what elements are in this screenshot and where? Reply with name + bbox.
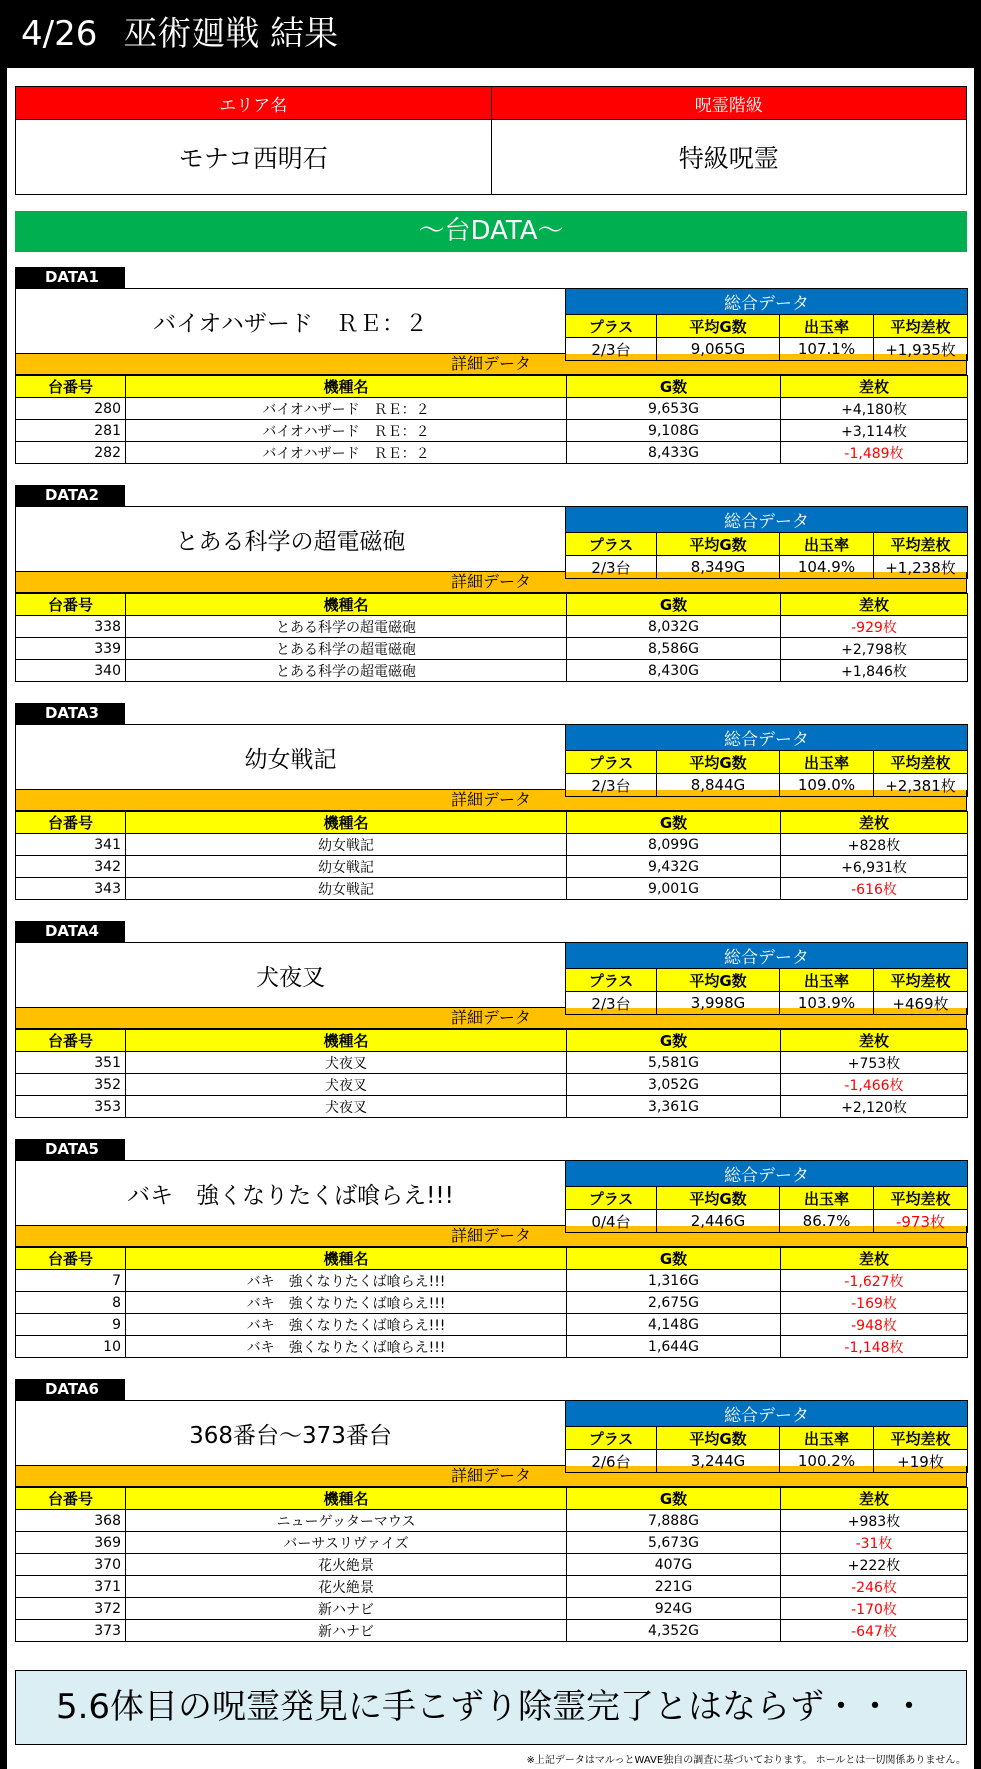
model-name: 犬夜叉 (126, 1096, 567, 1118)
data-block (15, 267, 967, 464)
detail-table (15, 375, 968, 464)
unit-number: 338 (16, 616, 126, 638)
payout-value: 86.7% (780, 1210, 874, 1233)
model-name: バイオハザード ＲＥ：２ (126, 398, 567, 420)
unit-number: 281 (16, 420, 126, 442)
data-block (15, 921, 967, 1118)
table-row (16, 1074, 968, 1096)
game-count: 8,032G (567, 616, 781, 638)
machine-title: 368番台～373番台 (15, 1400, 566, 1466)
unit-number-header: 台番号 (16, 594, 126, 616)
rank-label: 呪霊階級 (491, 87, 967, 120)
table-row (16, 834, 968, 856)
coin-diff: +4,180枚 (781, 398, 968, 420)
area-label: エリア名 (16, 87, 492, 120)
coin-diff: +753枚 (781, 1052, 968, 1074)
game-count-header: G数 (567, 812, 781, 834)
unit-number-header: 台番号 (16, 1248, 126, 1270)
coin-diff: -31枚 (781, 1532, 968, 1554)
coin-diff: -246枚 (781, 1576, 968, 1598)
game-count: 924G (567, 1598, 781, 1620)
coin-diff-header: 差枚 (781, 812, 968, 834)
model-name: とある科学の超電磁砲 (126, 660, 567, 682)
footnote: ※上記データはマルっとWAVE独自の調査に基づいております。 ホールとは一切関係ありません。 (526, 1755, 966, 1766)
detail-title: 詳細データ (15, 1466, 967, 1487)
payout-header: 出玉率 (780, 969, 874, 992)
table-row (16, 1336, 968, 1358)
summary-table (565, 724, 968, 797)
summary-title: 総合データ (566, 289, 968, 315)
model-name: 花火絶景 (126, 1554, 567, 1576)
payout-value: 104.9% (780, 556, 874, 579)
avg-g-value: 3,998G (657, 992, 780, 1015)
table-row (16, 1314, 968, 1336)
game-count: 3,361G (567, 1096, 781, 1118)
game-count: 9,001G (567, 878, 781, 900)
machine-title: とある科学の超電磁砲 (15, 506, 566, 572)
summary-title: 総合データ (566, 943, 968, 969)
game-count: 5,673G (567, 1532, 781, 1554)
table-row (16, 1096, 968, 1118)
coin-diff: +6,931枚 (781, 856, 968, 878)
closing-message: 5.6体目の呪霊発見に手こずり除霊完了とはならず・・・ (15, 1670, 967, 1745)
model-name: 犬夜叉 (126, 1052, 567, 1074)
summary-table (565, 1160, 968, 1233)
payout-value: 107.1% (780, 338, 874, 361)
area-value: モナコ西明石 (16, 120, 492, 195)
game-count: 8,433G (567, 442, 781, 464)
page-title: 巫術廻戦 結果 (123, 14, 339, 54)
coin-diff-header: 差枚 (781, 1488, 968, 1510)
table-row (16, 856, 968, 878)
machine-title: 犬夜叉 (15, 942, 566, 1008)
unit-number: 280 (16, 398, 126, 420)
coin-diff: -616枚 (781, 878, 968, 900)
payout-value: 100.2% (780, 1450, 874, 1473)
summary-title: 総合データ (566, 1401, 968, 1427)
area-table (15, 86, 967, 195)
table-row (16, 660, 968, 682)
unit-number: 9 (16, 1314, 126, 1336)
coin-diff: -647枚 (781, 1620, 968, 1642)
coin-diff: -948枚 (781, 1314, 968, 1336)
model-name: ニューゲッターマウス (126, 1510, 567, 1532)
plus-value: 2/3台 (566, 338, 657, 361)
avg-g-header: 平均G数 (657, 315, 780, 338)
table-row (16, 1292, 968, 1314)
game-count: 8,099G (567, 834, 781, 856)
machine-title: バキ 強くなりたくば喰らえ!!! (15, 1160, 566, 1226)
avg-diff-value: +1,935枚 (874, 338, 968, 361)
machine-title: 幼女戦記 (15, 724, 566, 790)
payout-header: 出玉率 (780, 1187, 874, 1210)
avg-diff-header: 平均差枚 (874, 315, 968, 338)
plus-header: プラス (566, 1187, 657, 1210)
data-block-label: DATA3 (15, 703, 125, 724)
game-count: 8,586G (567, 638, 781, 660)
table-row (16, 1576, 968, 1598)
game-count-header: G数 (567, 1488, 781, 1510)
game-count: 8,430G (567, 660, 781, 682)
summary-section (15, 1160, 967, 1231)
model-name: バーサスリヴァイズ (126, 1532, 567, 1554)
table-row (16, 442, 968, 464)
plus-header: プラス (566, 315, 657, 338)
table-row (16, 1270, 968, 1292)
detail-title: 詳細データ (15, 790, 967, 811)
data-banner: ～台DATA～ (15, 211, 967, 252)
unit-number: 370 (16, 1554, 126, 1576)
plus-header: プラス (566, 1427, 657, 1450)
unit-number: 351 (16, 1052, 126, 1074)
machine-title: バイオハザード ＲＥ：２ (15, 288, 566, 354)
game-count-header: G数 (567, 594, 781, 616)
avg-g-value: 8,844G (657, 774, 780, 797)
title-bar (7, 0, 974, 68)
model-name: バキ 強くなりたくば喰らえ!!! (126, 1314, 567, 1336)
table-row (16, 1532, 968, 1554)
table-row (16, 616, 968, 638)
plus-header: プラス (566, 751, 657, 774)
table-row (16, 638, 968, 660)
plus-value: 2/3台 (566, 774, 657, 797)
unit-number: 282 (16, 442, 126, 464)
model-name: とある科学の超電磁砲 (126, 638, 567, 660)
game-count: 4,148G (567, 1314, 781, 1336)
plus-value: 2/6台 (566, 1450, 657, 1473)
game-count: 3,052G (567, 1074, 781, 1096)
plus-value: 0/4台 (566, 1210, 657, 1233)
game-count: 9,432G (567, 856, 781, 878)
detail-table (15, 1247, 968, 1358)
coin-diff: +1,846枚 (781, 660, 968, 682)
coin-diff-header: 差枚 (781, 594, 968, 616)
game-count: 221G (567, 1576, 781, 1598)
detail-title: 詳細データ (15, 572, 967, 593)
model-name-header: 機種名 (126, 1248, 567, 1270)
detail-table (15, 593, 968, 682)
payout-header: 出玉率 (780, 533, 874, 556)
coin-diff: -169枚 (781, 1292, 968, 1314)
data-block (15, 703, 967, 900)
avg-diff-header: 平均差枚 (874, 751, 968, 774)
data-block-label: DATA1 (15, 267, 125, 288)
model-name: 花火絶景 (126, 1576, 567, 1598)
model-name: 新ハナビ (126, 1598, 567, 1620)
plus-header: プラス (566, 969, 657, 992)
coin-diff-header: 差枚 (781, 1248, 968, 1270)
unit-number-header: 台番号 (16, 812, 126, 834)
model-name: バキ 強くなりたくば喰らえ!!! (126, 1270, 567, 1292)
coin-diff: -1,627枚 (781, 1270, 968, 1292)
unit-number-header: 台番号 (16, 1030, 126, 1052)
model-name-header: 機種名 (126, 594, 567, 616)
table-row (16, 878, 968, 900)
summary-table (565, 506, 968, 579)
unit-number: 341 (16, 834, 126, 856)
detail-title: 詳細データ (15, 1226, 967, 1247)
table-row (16, 1052, 968, 1074)
data-block-label: DATA6 (15, 1379, 125, 1400)
table-row (16, 1620, 968, 1642)
avg-diff-value: -973枚 (874, 1210, 968, 1233)
unit-number: 7 (16, 1270, 126, 1292)
avg-g-value: 3,244G (657, 1450, 780, 1473)
unit-number: 339 (16, 638, 126, 660)
avg-g-header: 平均G数 (657, 751, 780, 774)
unit-number: 371 (16, 1576, 126, 1598)
coin-diff-header: 差枚 (781, 1030, 968, 1052)
game-count-header: G数 (567, 376, 781, 398)
summary-table (565, 942, 968, 1015)
payout-header: 出玉率 (780, 1427, 874, 1450)
unit-number: 353 (16, 1096, 126, 1118)
data-block (15, 1139, 967, 1358)
payout-value: 103.9% (780, 992, 874, 1015)
plus-header: プラス (566, 533, 657, 556)
avg-g-header: 平均G数 (657, 969, 780, 992)
summary-section (15, 288, 967, 359)
model-name: 幼女戦記 (126, 856, 567, 878)
summary-table (565, 1400, 968, 1473)
game-count: 5,581G (567, 1052, 781, 1074)
plus-value: 2/3台 (566, 556, 657, 579)
unit-number: 368 (16, 1510, 126, 1532)
avg-g-value: 2,446G (657, 1210, 780, 1233)
data-block (15, 1379, 967, 1642)
avg-diff-value: +1,238枚 (874, 556, 968, 579)
table-row (16, 1598, 968, 1620)
coin-diff: -929枚 (781, 616, 968, 638)
unit-number: 340 (16, 660, 126, 682)
coin-diff: -1,466枚 (781, 1074, 968, 1096)
avg-diff-header: 平均差枚 (874, 1187, 968, 1210)
model-name: 幼女戦記 (126, 878, 567, 900)
summary-table (565, 288, 968, 361)
avg-g-header: 平均G数 (657, 1187, 780, 1210)
game-count-header: G数 (567, 1030, 781, 1052)
table-row (16, 1554, 968, 1576)
data-block-label: DATA5 (15, 1139, 125, 1160)
model-name: とある科学の超電磁砲 (126, 616, 567, 638)
avg-diff-header: 平均差枚 (874, 533, 968, 556)
detail-title: 詳細データ (15, 354, 967, 375)
model-name: 犬夜叉 (126, 1074, 567, 1096)
summary-section (15, 724, 967, 795)
model-name: バイオハザード ＲＥ：２ (126, 420, 567, 442)
model-name: 幼女戦記 (126, 834, 567, 856)
unit-number-header: 台番号 (16, 376, 126, 398)
rank-value: 特級呪霊 (491, 120, 967, 195)
unit-number-header: 台番号 (16, 1488, 126, 1510)
data-block-label: DATA4 (15, 921, 125, 942)
avg-diff-header: 平均差枚 (874, 969, 968, 992)
model-name-header: 機種名 (126, 376, 567, 398)
summary-section (15, 1400, 967, 1471)
summary-section (15, 506, 967, 577)
coin-diff: +828枚 (781, 834, 968, 856)
game-count: 4,352G (567, 1620, 781, 1642)
table-row (16, 420, 968, 442)
unit-number: 342 (16, 856, 126, 878)
game-count: 9,653G (567, 398, 781, 420)
model-name: バキ 強くなりたくば喰らえ!!! (126, 1292, 567, 1314)
game-count: 9,108G (567, 420, 781, 442)
date-label: 4/26 (21, 14, 98, 54)
avg-diff-value: +2,381枚 (874, 774, 968, 797)
coin-diff: +983枚 (781, 1510, 968, 1532)
coin-diff: +3,114枚 (781, 420, 968, 442)
payout-header: 出玉率 (780, 315, 874, 338)
detail-table (15, 1487, 968, 1642)
model-name: バキ 強くなりたくば喰らえ!!! (126, 1336, 567, 1358)
payout-value: 109.0% (780, 774, 874, 797)
avg-g-value: 9,065G (657, 338, 780, 361)
avg-g-header: 平均G数 (657, 1427, 780, 1450)
avg-diff-header: 平均差枚 (874, 1427, 968, 1450)
detail-table (15, 811, 968, 900)
coin-diff: +2,798枚 (781, 638, 968, 660)
page (7, 0, 974, 1769)
model-name-header: 機種名 (126, 812, 567, 834)
table-row (16, 1510, 968, 1532)
unit-number: 8 (16, 1292, 126, 1314)
game-count-header: G数 (567, 1248, 781, 1270)
game-count: 7,888G (567, 1510, 781, 1532)
unit-number: 10 (16, 1336, 126, 1358)
data-block (15, 485, 967, 682)
payout-header: 出玉率 (780, 751, 874, 774)
unit-number: 373 (16, 1620, 126, 1642)
avg-diff-value: +19枚 (874, 1450, 968, 1473)
unit-number: 372 (16, 1598, 126, 1620)
coin-diff: +2,120枚 (781, 1096, 968, 1118)
unit-number: 343 (16, 878, 126, 900)
coin-diff: -170枚 (781, 1598, 968, 1620)
coin-diff: +222枚 (781, 1554, 968, 1576)
model-name: バイオハザード ＲＥ：２ (126, 442, 567, 464)
game-count: 1,644G (567, 1336, 781, 1358)
model-name-header: 機種名 (126, 1030, 567, 1052)
table-row (16, 398, 968, 420)
summary-title: 総合データ (566, 1161, 968, 1187)
game-count: 407G (567, 1554, 781, 1576)
detail-title: 詳細データ (15, 1008, 967, 1029)
avg-g-header: 平均G数 (657, 533, 780, 556)
avg-g-value: 8,349G (657, 556, 780, 579)
plus-value: 2/3台 (566, 992, 657, 1015)
summary-section (15, 942, 967, 1013)
summary-title: 総合データ (566, 507, 968, 533)
avg-diff-value: +469枚 (874, 992, 968, 1015)
game-count: 1,316G (567, 1270, 781, 1292)
coin-diff-header: 差枚 (781, 376, 968, 398)
unit-number: 369 (16, 1532, 126, 1554)
game-count: 2,675G (567, 1292, 781, 1314)
coin-diff: -1,148枚 (781, 1336, 968, 1358)
data-block-label: DATA2 (15, 485, 125, 506)
coin-diff: -1,489枚 (781, 442, 968, 464)
model-name-header: 機種名 (126, 1488, 567, 1510)
unit-number: 352 (16, 1074, 126, 1096)
model-name: 新ハナビ (126, 1620, 567, 1642)
detail-table (15, 1029, 968, 1118)
summary-title: 総合データ (566, 725, 968, 751)
